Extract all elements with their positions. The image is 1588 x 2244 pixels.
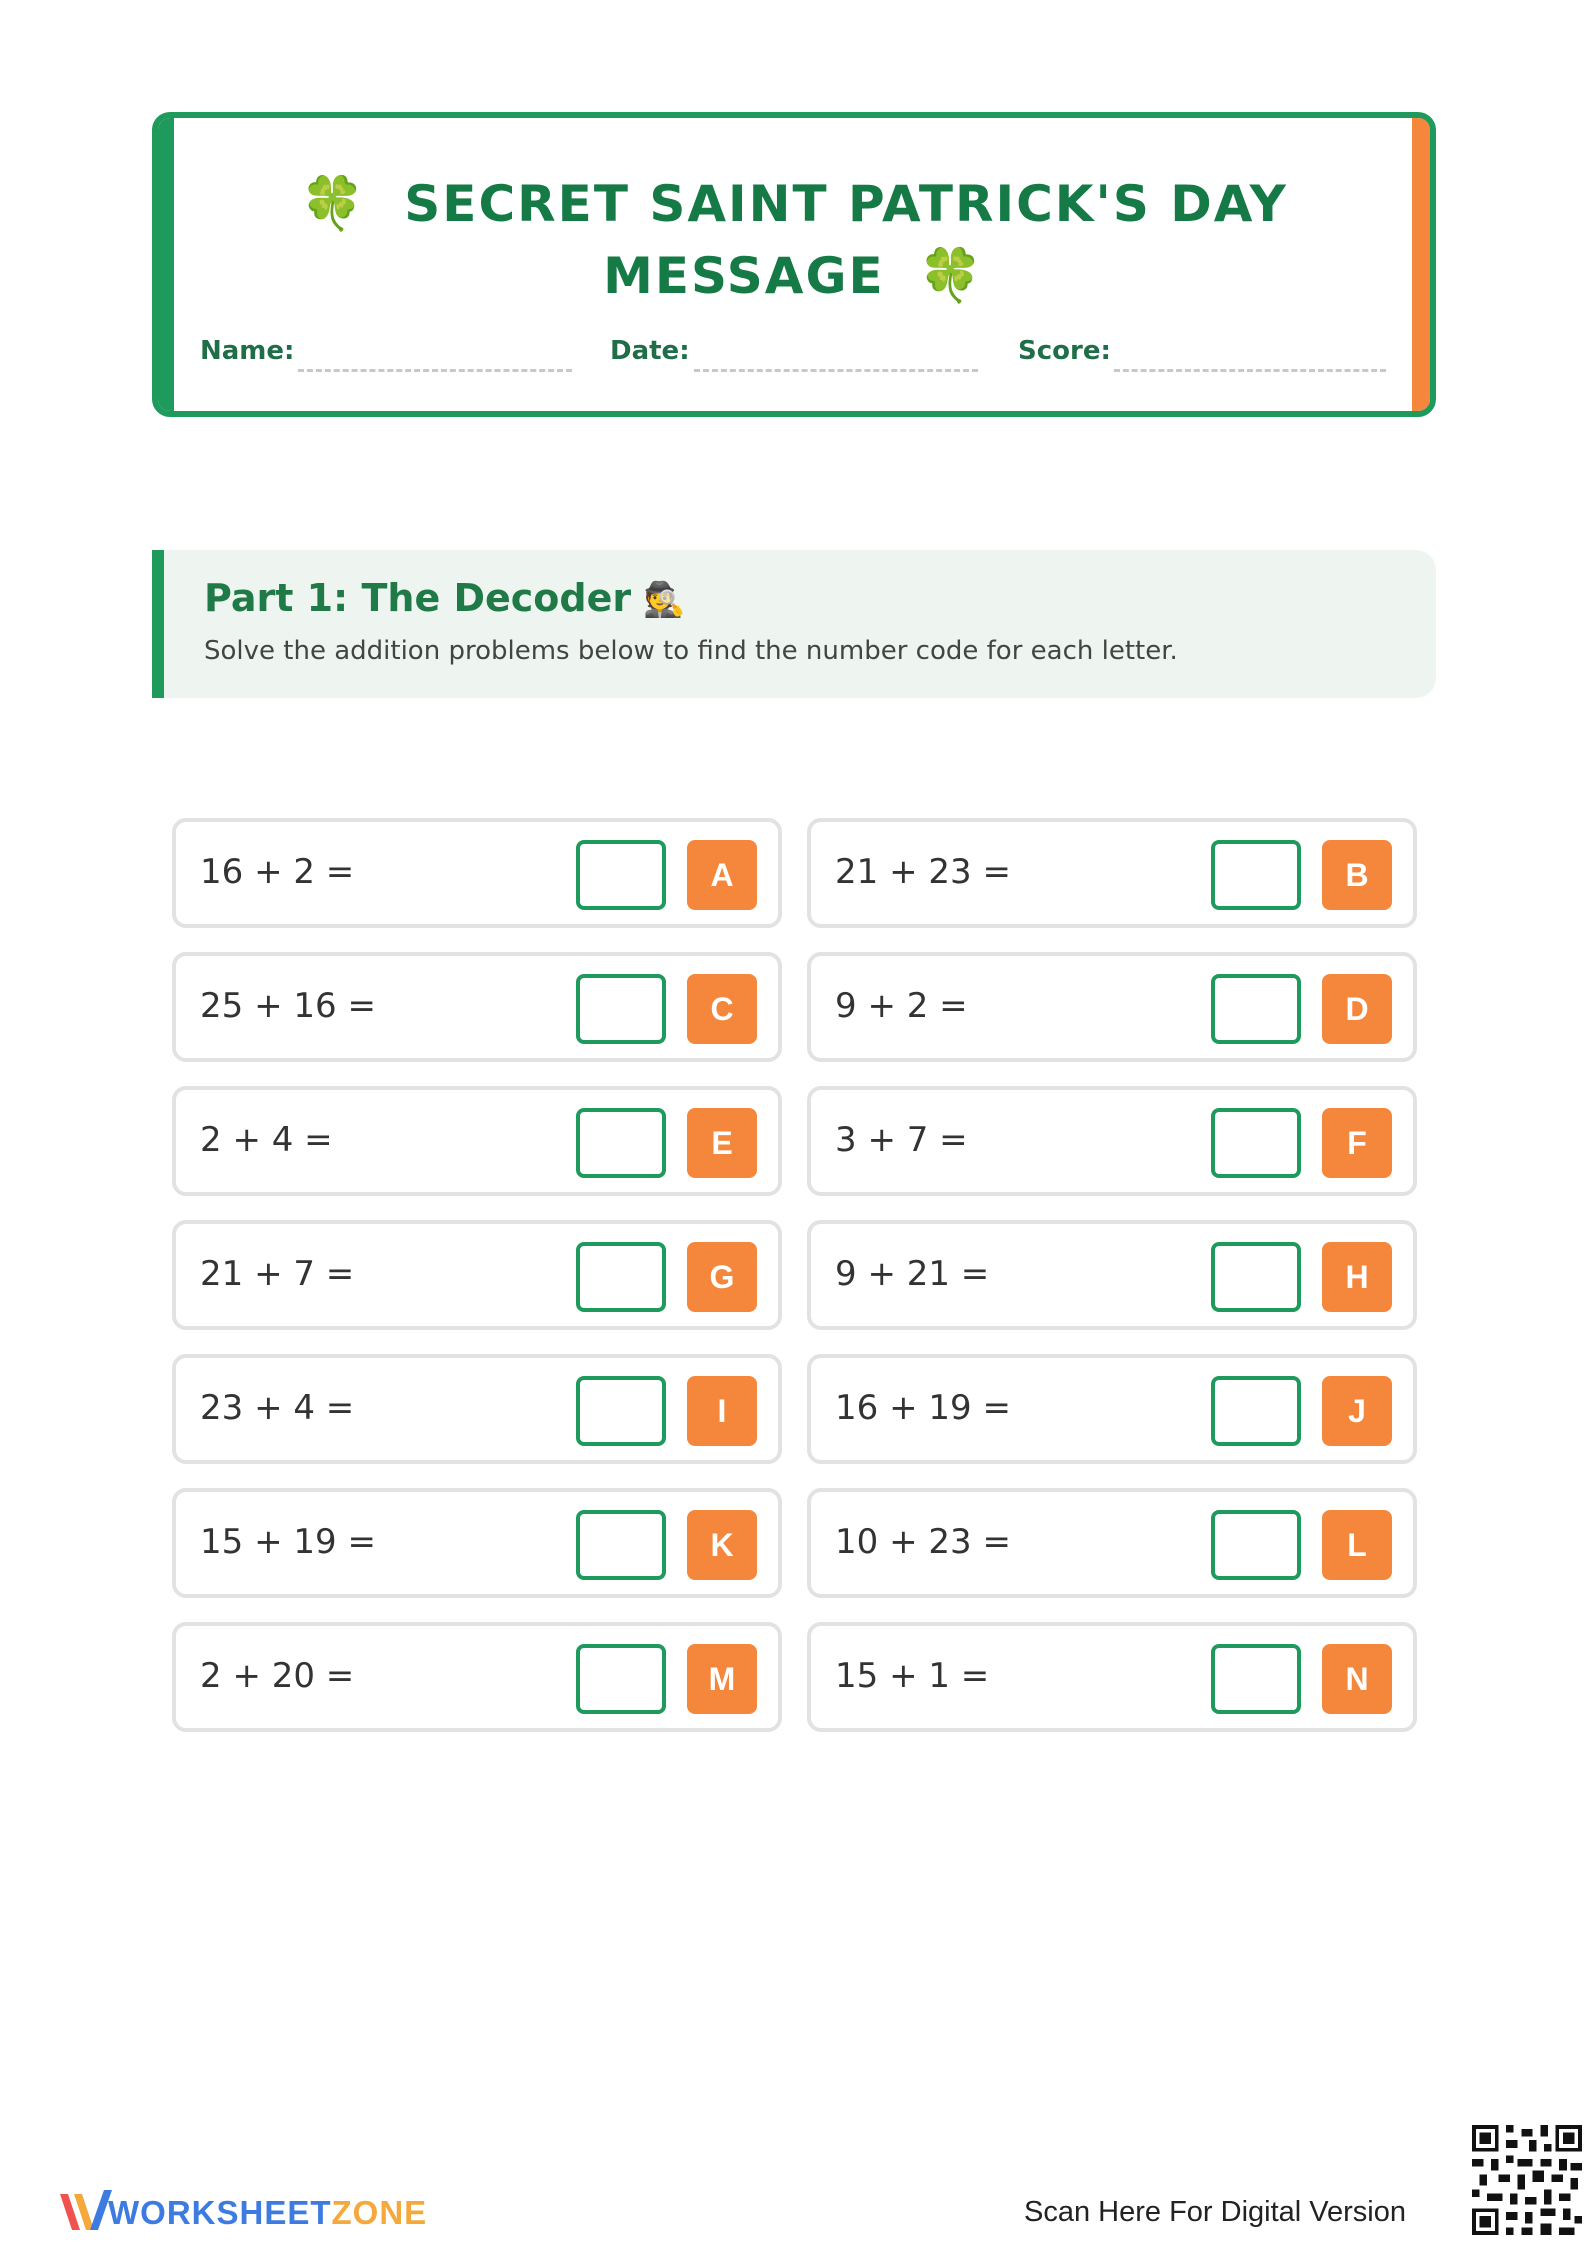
part1-instructions: Solve the addition problems below to find the number code for each letter.	[204, 636, 1178, 666]
problem-expression: 2 + 20 =	[200, 1656, 355, 1696]
letter-badge: D	[1322, 974, 1392, 1044]
letter-badge: K	[687, 1510, 757, 1580]
problem-card	[172, 1354, 782, 1464]
score-blank-line[interactable]	[1114, 369, 1386, 372]
part1-title	[204, 576, 685, 620]
shamrock-icon: 🍀	[300, 174, 367, 234]
problem-row	[172, 1220, 1417, 1330]
problem-row	[172, 1622, 1417, 1732]
problem-expression: 16 + 2 =	[200, 852, 355, 892]
worksheetzone-wordmark	[108, 2194, 427, 2232]
problem-row	[172, 1354, 1417, 1464]
answer-box[interactable]	[1211, 840, 1301, 910]
problem-expression: 3 + 7 =	[835, 1120, 968, 1160]
date-blank-line[interactable]	[694, 369, 978, 372]
letter-badge: G	[687, 1242, 757, 1312]
problem-card	[807, 1488, 1417, 1598]
answer-box[interactable]	[1211, 974, 1301, 1044]
problem-expression: 9 + 21 =	[835, 1254, 990, 1294]
letter-badge: J	[1322, 1376, 1392, 1446]
answer-box[interactable]	[1211, 1242, 1301, 1312]
answer-box[interactable]	[576, 1510, 666, 1580]
name-field[interactable]	[200, 332, 572, 372]
problem-expression: 21 + 7 =	[200, 1254, 355, 1294]
part1-title-text: Part 1: The Decoder	[204, 576, 632, 620]
score-label: Score:	[1018, 336, 1111, 366]
answer-box[interactable]	[576, 1376, 666, 1446]
problem-card	[807, 952, 1417, 1062]
problem-card	[172, 1622, 782, 1732]
answer-box[interactable]	[576, 974, 666, 1044]
problem-expression: 23 + 4 =	[200, 1388, 355, 1428]
letter-badge: C	[687, 974, 757, 1044]
problem-expression: 9 + 2 =	[835, 986, 968, 1026]
problem-row	[172, 1086, 1417, 1196]
answer-box[interactable]	[1211, 1376, 1301, 1446]
logo-word-zone: ZONE	[331, 2194, 428, 2231]
problem-expression: 25 + 16 =	[200, 986, 376, 1026]
letter-badge: B	[1322, 840, 1392, 910]
title-line-2: MESSAGE	[603, 247, 885, 305]
letter-badge: E	[687, 1108, 757, 1178]
problem-expression: 16 + 19 =	[835, 1388, 1011, 1428]
name-label: Name:	[200, 336, 295, 366]
student-info-fields	[200, 332, 1384, 372]
answer-box[interactable]	[576, 1644, 666, 1714]
letter-badge: M	[687, 1644, 757, 1714]
problem-expression: 15 + 1 =	[835, 1656, 990, 1696]
letter-badge: F	[1322, 1108, 1392, 1178]
qr-code-icon[interactable]	[1472, 2125, 1582, 2235]
letter-badge: H	[1322, 1242, 1392, 1312]
score-field[interactable]	[1018, 332, 1386, 372]
scan-instruction: Scan Here For Digital Version	[1024, 2196, 1406, 2228]
problem-row	[172, 952, 1417, 1062]
problem-card	[172, 1220, 782, 1330]
answer-box[interactable]	[576, 1242, 666, 1312]
date-field[interactable]	[610, 332, 978, 372]
problem-card	[807, 1220, 1417, 1330]
problem-row	[172, 1488, 1417, 1598]
shamrock-icon: 🍀	[918, 246, 985, 306]
header-card	[152, 112, 1436, 417]
problem-expression: 21 + 23 =	[835, 852, 1011, 892]
title-line-1: SECRET SAINT PATRICK'S DAY	[404, 175, 1288, 233]
problem-card	[807, 1354, 1417, 1464]
problem-card	[172, 1086, 782, 1196]
name-blank-line[interactable]	[298, 369, 572, 372]
answer-box[interactable]	[1211, 1108, 1301, 1178]
worksheetzone-logo-icon	[56, 2180, 116, 2240]
letter-badge: A	[687, 840, 757, 910]
problem-card	[172, 1488, 782, 1598]
answer-box[interactable]	[1211, 1510, 1301, 1580]
letter-badge: L	[1322, 1510, 1392, 1580]
problem-card	[172, 952, 782, 1062]
worksheet-title	[198, 168, 1390, 312]
logo-word-worksheet: WORKSHEET	[108, 2194, 332, 2231]
part1-banner	[152, 550, 1436, 698]
answer-box[interactable]	[576, 1108, 666, 1178]
problem-row	[172, 818, 1417, 928]
problem-card	[807, 818, 1417, 928]
header-right-stripe	[1412, 118, 1430, 411]
detective-icon: 🕵️	[643, 580, 686, 620]
date-label: Date:	[610, 336, 690, 366]
problem-card	[807, 1622, 1417, 1732]
letter-badge: N	[1322, 1644, 1392, 1714]
header-left-stripe	[158, 118, 174, 411]
letter-badge: I	[687, 1376, 757, 1446]
problem-expression: 15 + 19 =	[200, 1522, 376, 1562]
answer-box[interactable]	[576, 840, 666, 910]
problem-card	[172, 818, 782, 928]
problem-expression: 2 + 4 =	[200, 1120, 333, 1160]
answer-box[interactable]	[1211, 1644, 1301, 1714]
problem-expression: 10 + 23 =	[835, 1522, 1011, 1562]
problem-card	[807, 1086, 1417, 1196]
